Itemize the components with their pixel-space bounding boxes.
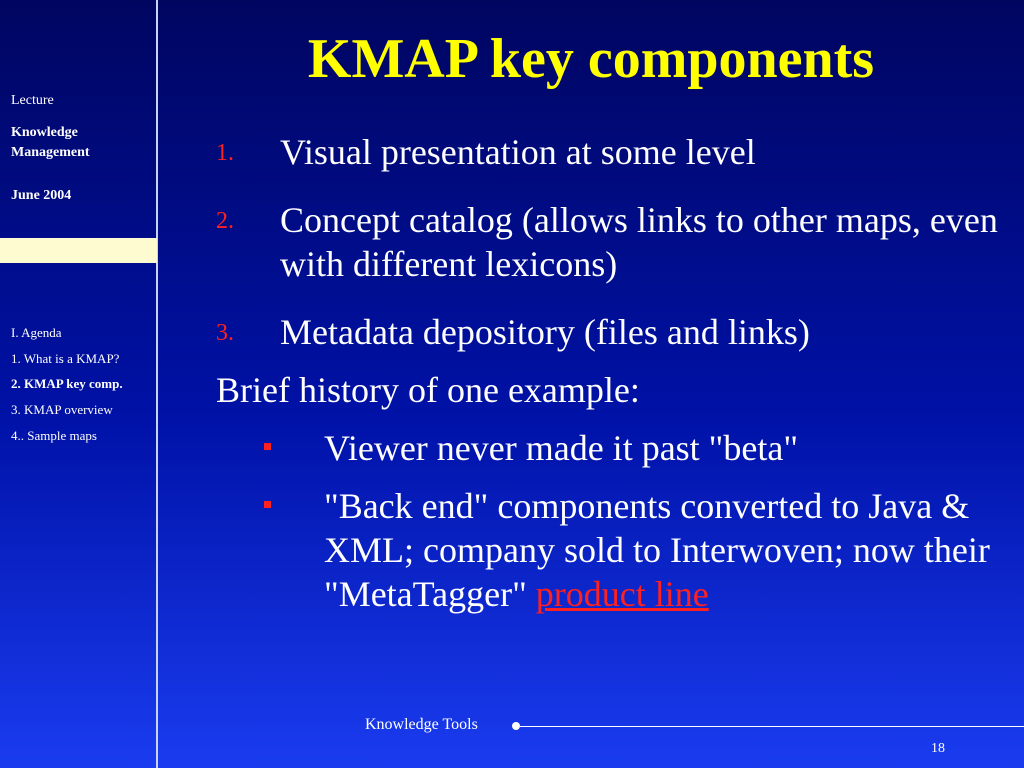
square-bullet-icon	[264, 501, 271, 508]
sidebar-item-kmap-key-comp[interactable]: 2. KMAP key comp.	[11, 376, 123, 392]
bullet-text: Viewer never made it past "beta"	[324, 428, 799, 468]
item-number: 3.	[216, 320, 234, 346]
item-text: Visual presentation at some level	[280, 132, 756, 172]
footer-label: Knowledge Tools	[365, 716, 478, 733]
slide-title: KMAP key components	[307, 28, 875, 90]
product-line-link[interactable]: product line	[535, 574, 709, 614]
item-number: 2.	[216, 208, 234, 234]
course-title-line2: Management	[11, 145, 90, 160]
sidebar-nav	[11, 322, 123, 450]
bullet-item	[216, 426, 1006, 470]
lecture-date: June 2004	[11, 188, 72, 203]
item-text: Metadata depository (files and links)	[280, 312, 810, 352]
sidebar-item-agenda[interactable]: I. Agenda	[11, 325, 62, 340]
sidebar-item-sample-maps[interactable]: 4.. Sample maps	[11, 427, 97, 443]
history-heading: Brief history of one example:	[216, 370, 640, 410]
sidebar-item-what-is-kmap[interactable]: 1. What is a KMAP?	[11, 350, 120, 366]
sidebar-divider	[156, 0, 158, 768]
slide-content	[216, 130, 1006, 630]
page-number: 18	[931, 741, 945, 756]
square-bullet-icon	[264, 443, 271, 450]
footer-dot-icon	[512, 722, 520, 730]
footer-rule	[520, 726, 1024, 727]
course-title-line1: Knowledge	[11, 125, 78, 140]
bullet-item	[216, 484, 1006, 616]
sidebar-highlight-band	[0, 238, 157, 263]
lecture-label: Lecture	[11, 93, 54, 108]
numbered-item	[216, 198, 1006, 286]
item-text: Concept catalog (allows links to other maps, even with different lexicons)	[280, 200, 998, 284]
item-number: 1.	[216, 140, 234, 166]
numbered-item	[216, 130, 1006, 174]
bullet-text: "Back end" components converted to Java & XML; company sold to Interwoven; now their "MetaTagger"	[324, 486, 990, 614]
sidebar-item-kmap-overview[interactable]: 3. KMAP overview	[11, 402, 113, 418]
numbered-item	[216, 310, 1006, 354]
